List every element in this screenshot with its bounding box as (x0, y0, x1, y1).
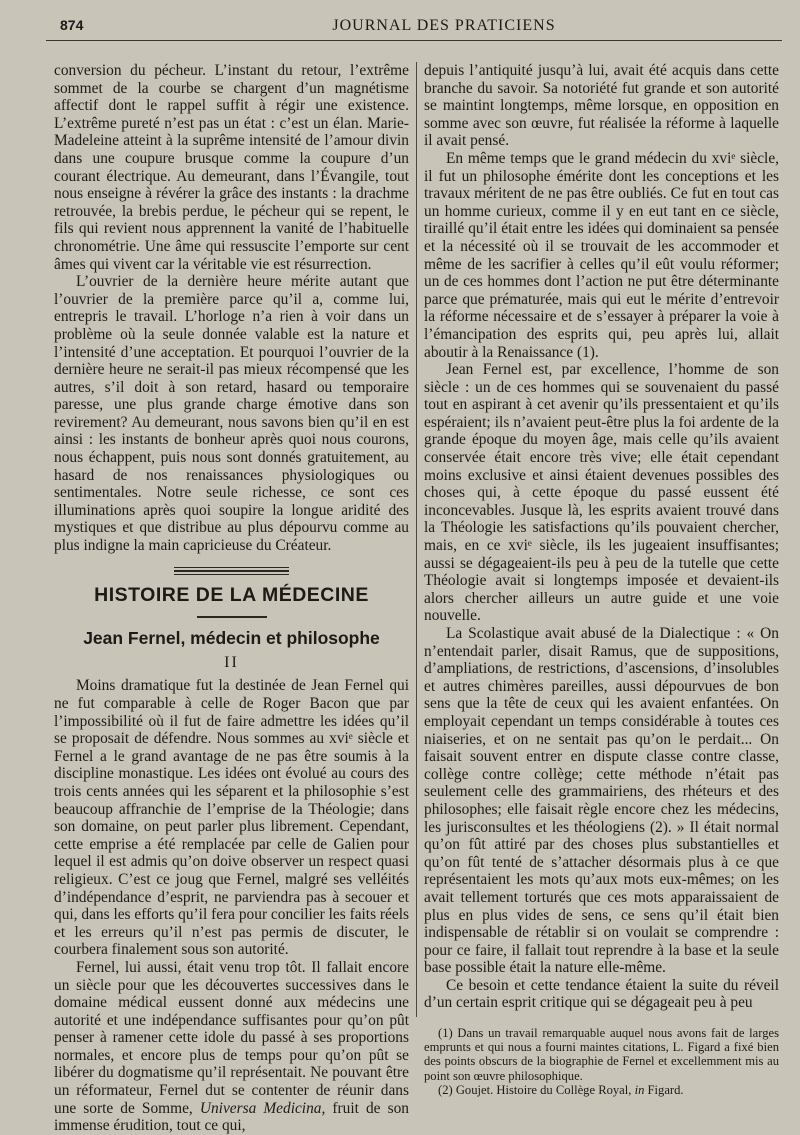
paragraph (54, 959, 409, 1135)
paragraph: Ce besoin et cette tendance étaient la suite du réveil d’un certain esprit critique qui se dégageait peu à peu (424, 976, 779, 1012)
part-number: II (224, 653, 239, 671)
page-header (46, 14, 782, 41)
paragraph: depuis l’antiquité jusqu’à lui, avait été acquis dans cette branche du savoir. Sa notoriété fut grande et son autorité se maintint longtemps, même lorsque, en opposition en somme avec son œuvre, fut réalisée la réforme à laquelle il avait pensé. (424, 62, 779, 150)
paragraph: En même temps que le grand médecin du xviᵉ siècle, il fut un philosophe émérite dont les conceptions et les travaux méritent de ne pas être oubliés. Ce fut en tout cas un homme curieux, comme il y en eut tant en ce siècle, tiraillé qu’il était entre les idées qui dominaient sa pensée et la nécessité où il se trouvait de les accommoder et même de les sacrifier à celles qu’il eût voulu réformer; un de ces hommes dont l’action ne put être déterminante parce que prématurée, mais qui eut le mérite d’entrevoir la réforme nécessaire et de s’essayer à préparer la voie à l’émancipation des esprits qui, peu après lui, allait aboutir à la Renaissance (1). (424, 149, 779, 361)
footnote-italic: in (634, 1082, 645, 1097)
footnotes (424, 1026, 779, 1097)
left-column (54, 62, 409, 1135)
paragraph: Jean Fernel est, par excellence, l’homme de son siècle : un de ces hommes qui se souvenaient du passé tout en aspirant à cet avenir qu’ils pressentaient et qu’ils espéraient; ils n’avaient peut-être plus la foi ardente de la grande époque du moyen âge, mais celle qu’ils avaient conservée était encore très vive; elle était cependant moins exclusive et ainsi étaient devenues possibles des choses qui, à cette époque du passé eussent été inconcevables. Jusque là, les esprits avaient trouvé dans la Théologie les satisfactions qu’ils pouvaient chercher, mais, en ce xviᵉ siècle, ils les jugeaient insuffisantes; aussi se dégageaient-ils peu à peu de la tutelle que cette Théologie avait si longtemps imposée et devaient-ils alors chercher ailleurs un autre guide et une voie nouvelle. (424, 361, 779, 625)
paragraph: Moins dramatique fut la destinée de Jean Fernel qui ne fut comparable à celle de Roger Bacon que par l’impossibilité où il fut de faire admettre les idées qu’il se proposait de défendre. Nous sommes au xviᵉ siècle et Fernel a le grand avantage de ne pas être soumis à la discipline monastique. Les idées ont évolué au cours des trois cents années qui les séparent et la philosophie s’est beaucoup affranchie de l’emprise de la Théologie; dans son domaine, on peut parler plus librement. Cependant, cette emprise a été remplacée par celle de Galien pour lequel il est admis qu’on doive observer un respect quasi religieux. C’est ce joug que Fernel, malgré ses velléités d’indépendance d’esprit, ne parviendra pas à secouer et qui, dans les efforts qu’il fera pour concilier les faits réels et les erreurs qu’il n’est pas permis de discuter, le courbera finalement sous son autorité. (54, 677, 409, 959)
book-title: Universa Medicina, (199, 1099, 326, 1117)
article-title: Jean Fernel, médecin et philosophe (83, 628, 380, 649)
paragraph-text: fruit de son immense érudition, tout ce qui, (54, 1099, 409, 1135)
footnote-text: (2) Goujet. Histoire du Collège Royal, (438, 1082, 632, 1097)
journal-title: JOURNAL DES PRATICIENS (332, 17, 556, 34)
paragraph: conversion du pécheur. L’instant du retour, l’extrême sommet de la courbe se chargent d’un magnétisme affectif dont le rappel suffit à régir une existence. L’extrême pureté n’est pas un état : c’est un élan. Marie-Madeleine atteint à la suprême intensité de l’amour divin dans une coupure brusque comme la coupure d’un courant électrique. Au demeurant, dans l’Évangile, tout nous enseigne à révérer la grâce des instants : la drachme retrouvée, la brebis perdue, le pécheur qui se repent, le fils qui revient nous apprennent la vanité de l’habituelle chronométrie. Une âme qui ressuscite l’emporte sur cent âmes qui vivent car la véritable vie est résurrection. (54, 62, 409, 273)
page-number: 874 (60, 17, 84, 33)
paragraph: La Scolastique avait abusé de la Dialectique : « On n’entendait parler, disait Ramus, que de suppositions, d’ampliations, de restrictions, d’ascensions, d’insolubles et autres chimères pareilles, aussi dépourvues de bon sens que la tête de ceux qui les avaient enfantées. On employait cependant un temps considérable à toutes ces niaiseries, et on ne sentait pas qu’on le perdait... On faisait souvent entrer en dispute classe contre classe, collège contre collège; cette méthode n’était pas seulement celle des grammairiens, des rhéteurs et des philosophes; elle faisait règle encore chez les médecins, les jurisconsultes et les théologiens (2). » Il était normal qu’on fût attiré par des choses plus substantielles et qu’on fût tenté de s’attacher désormais plus à ce que représentaient les mots qu’aux mots eux-mêmes; on les avait tellement torturés que ces mots apparaissaient de plus en plus vides de sens, ce sens qu’il était bien indispensable de rétablir si on voulait se comprendre : pour ce faire, il fallait tout reprendre à la base et la seule base possible était la nature elle-même. (424, 625, 779, 977)
divider (197, 616, 267, 618)
section-heading: HISTOIRE DE LA MÉDECINE (94, 583, 369, 606)
divider-ornament (174, 567, 289, 575)
footnote-text: Figard. (647, 1082, 684, 1097)
paragraph: L’ouvrier de la dernière heure mérite autant que l’ouvrier de la première parce qu’il a, comme lui, entrepris le travail. L’horloge n’a rien à voir dans un problème où la seule donnée valable est la nature et l’intensité d’une acceptation. Et pourquoi l’ouvrier de la dernière heure ne serait-il pas mieux récompensé que les autres, s’il doit à son retard, hasard ou temporaire paresse, une plus grande charge émotive dans son revirement? Au demeurant, nous savons bien qu’il en est ainsi : les instants de bonheur après quoi nous courons, nous échappent, puis nous sont donnés gratuitement, au hasard de nos renaissances physiologiques ou sentimentales. Notre seule richesse, ce sont ces illuminations après quoi soupire la longue aridité des mystiques et que distribue au plus dépourvu comme au plus indigne la main capricieuse du Créateur. (54, 273, 409, 555)
right-column (424, 62, 779, 1097)
paragraph-text: Fernel, lui aussi, était venu trop tôt. Il fallait encore un siècle pour que les découvertes successives dans le domaine médical eussent donné aux médecins une autorité et une indépendance suffisantes pour qu’on pût penser à ramener cette idole du passé à ses proportions normales, et encore plus de temps pour qu’on pût se libérer du dogmatisme qu’il représentait. Ne pouvant être un réformateur, Fernel dut se contenter de réunir dans une sorte de Somme, (54, 958, 409, 1117)
footnote: (1) Dans un travail remarquable auquel nous avons fait de larges emprunts et qui nous a fourni maintes citations, L. Figard a fixé bien des points obscurs de la biographie de Fernel et excellemment mis au point son œuvre philosophique. (424, 1026, 779, 1083)
footnote (424, 1083, 779, 1097)
column-rule (416, 62, 417, 1017)
